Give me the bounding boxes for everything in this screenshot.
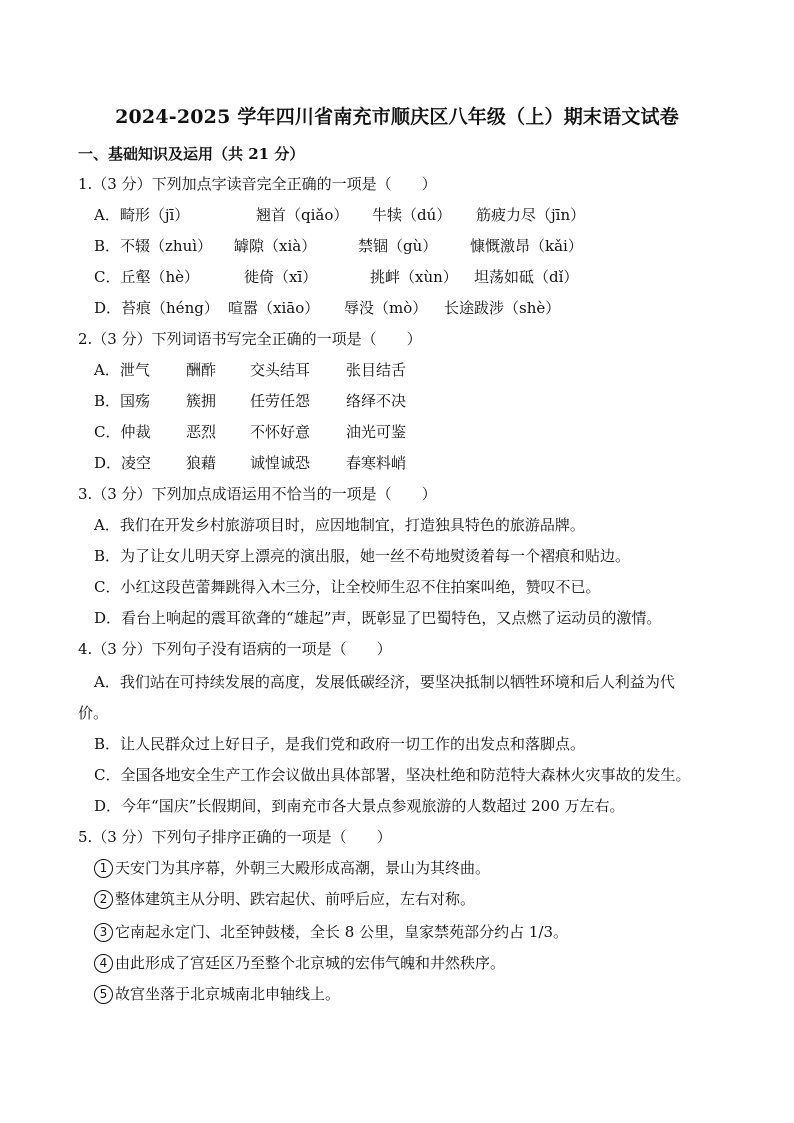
q2-c-word-3: 不怀好意 <box>250 423 311 441</box>
q1-b-word-3: 禁锢（gù） <box>358 237 438 255</box>
question-2-stem: 2.（3 分）下列词语书写完全正确的一项是（ ） <box>78 330 422 348</box>
q2-a-word-3: 交头结耳 <box>250 361 311 379</box>
question-5-stem: 5.（3 分）下列句子排序正确的一项是（ ） <box>78 828 392 846</box>
section-heading: 一、基础知识及运用（共 21 分） <box>78 145 305 163</box>
question-3-stem: 3.（3 分）下列加点成语运用不恰当的一项是（ ） <box>78 485 437 503</box>
q1-c-word-3: 挑衅（xùn） <box>370 268 458 286</box>
q1-c-word-2: 徙倚（xī） <box>244 268 318 286</box>
question-1-stem: 1.（3 分）下列加点字读音完全正确的一项是（ ） <box>78 175 437 193</box>
q1-a-word-1: A．畸形（jī） <box>94 206 190 224</box>
q1-b-word-1: B．不辍（zhuì） <box>94 237 213 255</box>
question-5-item-2 <box>94 889 475 909</box>
q1-a-word-2: 翘首（qiǎo） <box>256 206 349 224</box>
q2-c-word-1: C．仲裁 <box>94 423 151 441</box>
q1-c-word-4: 坦荡如砥（dǐ） <box>474 268 579 286</box>
item-text: 天安门为其序幕，外朝三大殿形成高潮，景山为其终曲。 <box>115 859 491 877</box>
exam-title: 2024-2025 学年四川省南充市顺庆区八年级（上）期末语文试卷 <box>115 106 679 128</box>
item-text: 它南起永定门、北至钟鼓楼，全长 8 公里，皇家禁苑部分约占 1/3。 <box>115 923 568 941</box>
q2-d-word-1: D．凌空 <box>94 454 152 472</box>
q1-d-word-2: 喧嚣（xiāo） <box>228 299 320 317</box>
q1-d-word-1: D．苔痕（héng） <box>94 299 219 317</box>
q2-c-word-2: 恶烈 <box>186 423 217 441</box>
question-3-option-c: C．小红这段芭蕾舞跳得入木三分，让全校师生忍不住拍案叫绝，赞叹不已。 <box>94 578 601 596</box>
q2-b-word-1: B．国殇 <box>94 392 151 410</box>
q1-b-word-2: 罅隙（xià） <box>234 237 317 255</box>
q2-a-word-2: 酬酢 <box>186 361 217 379</box>
question-3-option-d: D．看台上响起的震耳欲聋的“雄起”声，既彰显了巴蜀特色，又点燃了运动员的激情。 <box>94 609 662 627</box>
question-4-option-c: C．全国各地安全生产工作会议做出具体部署，坚决杜绝和防范特大森林火灾事故的发生。 <box>94 766 691 784</box>
q2-a-word-1: A．泄气 <box>94 361 150 379</box>
q2-d-word-3: 诚惶诚恐 <box>250 454 311 472</box>
q2-b-word-3: 任劳任怨 <box>250 392 311 410</box>
q2-b-word-4: 络绎不决 <box>346 392 407 410</box>
question-4-option-d: D．今年“国庆”长假期间，到南充市各大景点参观旅游的人数超过 200 万左右。 <box>94 797 625 815</box>
q2-c-word-4: 油光可鉴 <box>346 423 407 441</box>
q1-a-word-4: 筋疲力尽（jīn） <box>476 206 586 224</box>
item-number-badge: 2 <box>94 890 113 909</box>
question-4-stem: 4.（3 分）下列句子没有语病的一项是（ ） <box>78 640 392 658</box>
q2-d-word-2: 狼藉 <box>186 454 217 472</box>
q1-a-word-3: 牛犊（dú） <box>372 206 452 224</box>
question-4-option-b: B．让人民群众过上好日子，是我们党和政府一切工作的出发点和落脚点。 <box>94 735 586 753</box>
question-3-option-a: A．我们在开发乡村旅游项目时，应因地制宜，打造独具特色的旅游品牌。 <box>94 516 585 534</box>
question-4-option-a: A．我们站在可持续发展的高度，发展低碳经济，要坚决抵制以牺牲环境和后人利益为代 <box>94 673 675 691</box>
q1-d-word-3: 辱没（mò） <box>344 299 428 317</box>
q1-b-word-4: 慷慨激昂（kǎi） <box>470 237 583 255</box>
question-5-item-1 <box>94 858 490 878</box>
q2-a-word-4: 张目结舌 <box>346 361 407 379</box>
item-number-badge: 5 <box>94 985 113 1004</box>
question-3-option-b: B．为了让女儿明天穿上漂亮的演出服，她一丝不苟地熨烫着每一个褶痕和贴边。 <box>94 547 631 565</box>
q1-c-word-1: C．丘壑（hè） <box>94 268 200 286</box>
item-number-badge: 3 <box>94 923 113 942</box>
q1-d-word-4: 长途跋涉（shè） <box>444 299 561 317</box>
item-text: 由此形成了宫廷区乃至整个北京城的宏伟气魄和井然秩序。 <box>115 954 506 972</box>
q2-b-word-2: 簇拥 <box>186 392 217 410</box>
item-text: 整体建筑主从分明、跌宕起伏、前呼后应，左右对称。 <box>115 890 476 908</box>
q2-d-word-4: 春寒料峭 <box>346 454 407 472</box>
question-5-item-4 <box>94 953 505 973</box>
question-5-item-3 <box>94 922 568 942</box>
item-number-badge: 1 <box>94 859 113 878</box>
item-text: 故宫坐落于北京城南北申轴线上。 <box>115 985 341 1003</box>
question-4-option-a-continued: 价。 <box>78 704 109 722</box>
item-number-badge: 4 <box>94 954 113 973</box>
question-5-item-5 <box>94 984 340 1004</box>
